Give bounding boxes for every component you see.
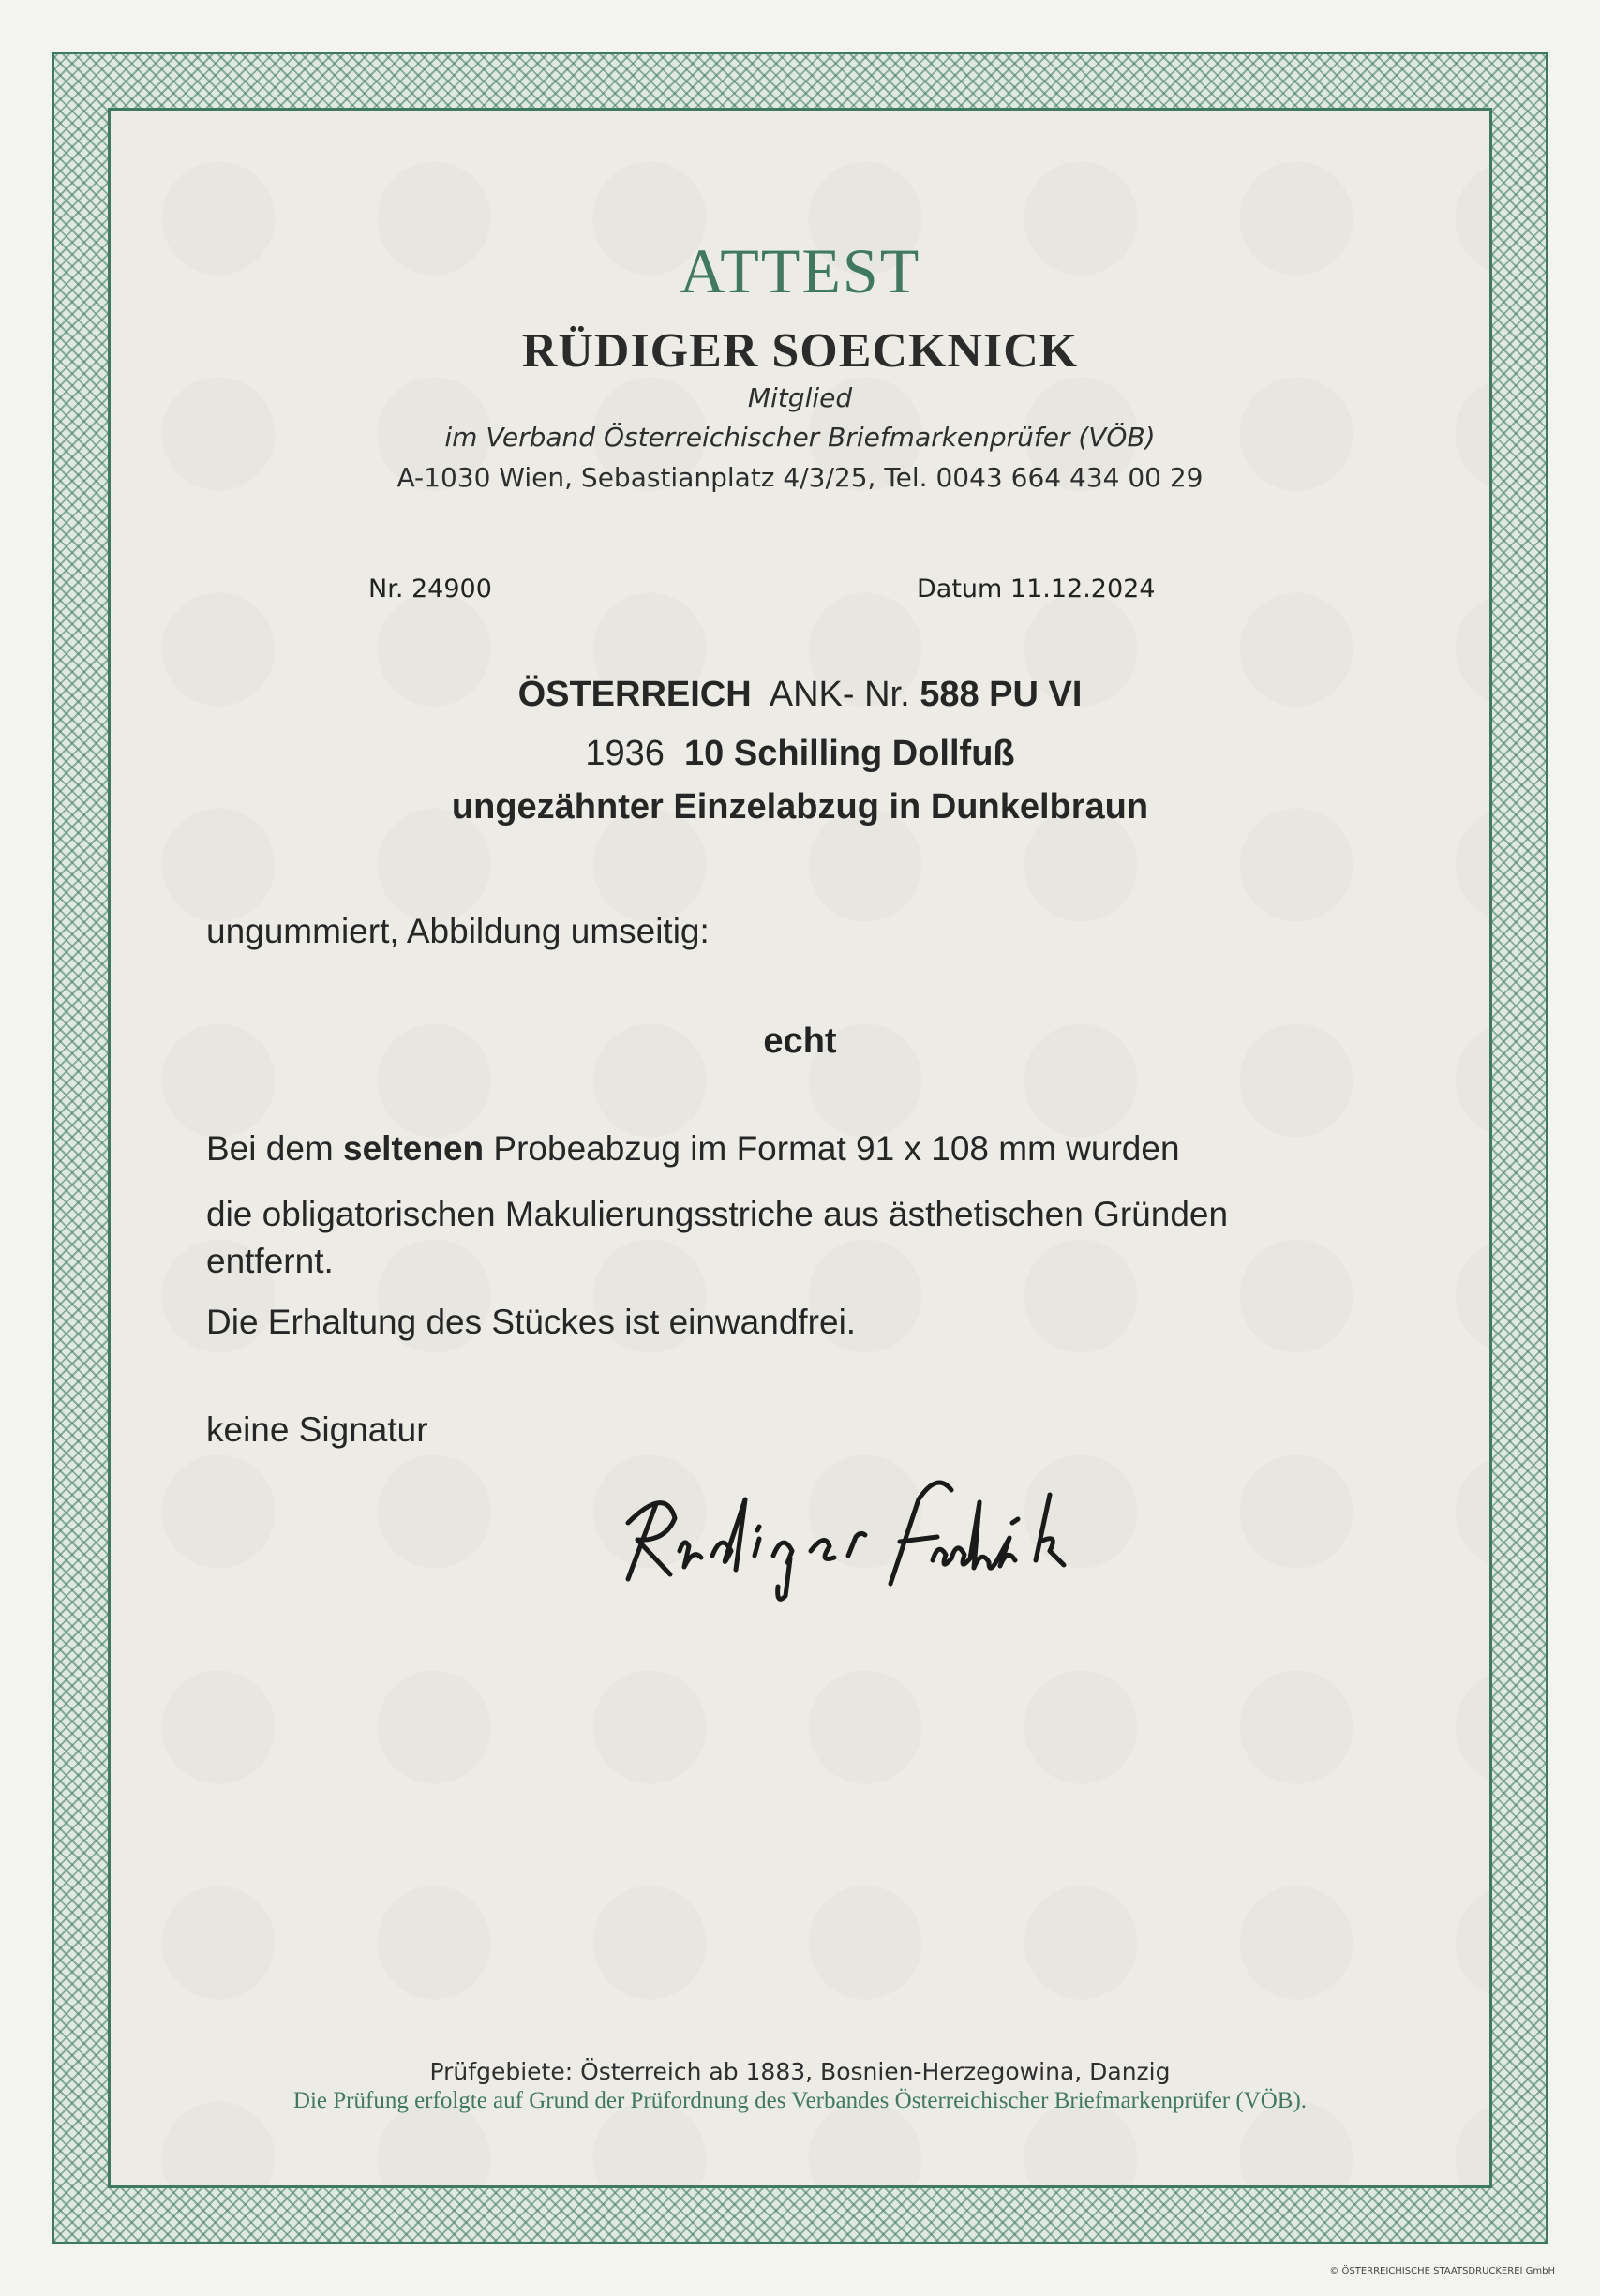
examiner-name: RÜDIGER SOECKNICK [521, 324, 1079, 378]
ank-number: 588 PU VI [920, 675, 1083, 714]
stamp-description: ungezähnter Einzelabzug in Dunkelbraun [451, 787, 1149, 827]
gum-note: ungummiert, Abbildung umseitig: [206, 912, 710, 950]
stamp-value: 10 Schilling Dollfuß [684, 734, 1015, 773]
country: ÖSTERREICH [517, 675, 752, 714]
signature-note: keine Signatur [206, 1410, 428, 1449]
remark-line-2: die obligatorischen Makulierungsstriche aus ästhetischen Gründen [206, 1195, 1229, 1233]
member-label: Mitglied [747, 382, 853, 413]
rare-emphasis: seltenen [343, 1129, 485, 1168]
catalog-line [0, 675, 1600, 715]
examination-areas: Prüfgebiete: Österreich ab 1883, Bosnien-Herzegowina, Danzig [429, 2058, 1171, 2085]
issue-line [0, 734, 1600, 774]
verdict: echt [763, 1021, 837, 1061]
issue-year: 1936 [585, 734, 665, 773]
certificate-title: ATTEST [679, 235, 921, 306]
condition-note: Die Erhaltung des Stückes ist einwandfrei. [206, 1303, 857, 1341]
regulation-note: Die Prüfung erfolgte auf Grund der Prüfordnung des Verbandes Österreichischer Briefmarkenprüfer (VÖB). [292, 2088, 1308, 2113]
certificate-number: Nr. 24900 [368, 574, 492, 604]
ank-label: ANK- Nr. [769, 675, 910, 714]
certificate-date: Datum 11.12.2024 [917, 574, 1156, 604]
examiner-address: A-1030 Wien, Sebastianplatz 4/3/25, Tel. 0043 664 434 00 29 [396, 462, 1204, 493]
remark-line-3: entfernt. [206, 1242, 334, 1280]
association-line: im Verband Österreichischer Briefmarkenprüfer (VÖB) [444, 422, 1156, 453]
printer-copyright: © ÖSTERREICHISCHE STAATSDRUCKEREI GmbH [1329, 2266, 1555, 2276]
handwritten-signature [600, 1467, 1087, 1607]
remark-line-1: Bei dem seltenen Probeabzug im Format 91 x 108 mm wurden [206, 1129, 1180, 1168]
